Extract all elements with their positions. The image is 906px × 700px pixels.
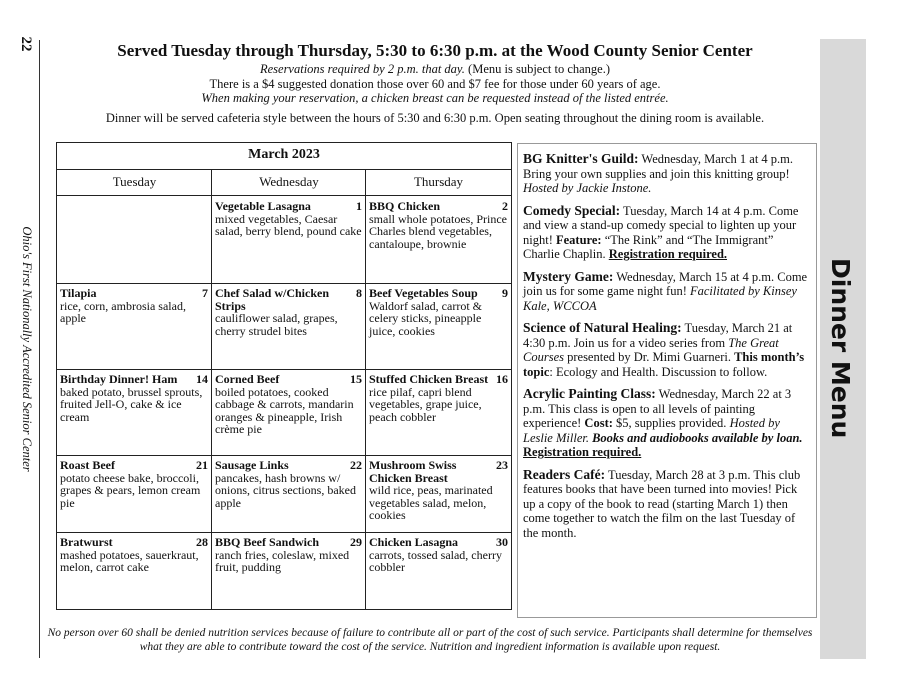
event-series: The Great Courses xyxy=(523,335,779,364)
chicken-option-note: When making your reservation, a chicken breast can be requested instead of the listed entrée. xyxy=(201,91,669,105)
event-title: Readers Café: xyxy=(523,466,606,482)
calendar-cell xyxy=(212,533,365,609)
cell-dish: Tilapia xyxy=(60,286,97,300)
event-text: Wednesday, March 22 at 3 p.m. This class is open to all levels of painting experience! xyxy=(523,387,792,430)
cell-date: 9 xyxy=(502,286,508,300)
event-registration: Registration required. xyxy=(608,247,728,261)
menu-calendar xyxy=(56,142,512,610)
cell-dish: Bratwurst xyxy=(60,535,113,549)
calendar-cell xyxy=(212,456,365,532)
event-books-note: Books and audiobooks available by loan. xyxy=(588,430,803,445)
calendar-cell xyxy=(366,456,511,532)
calendar-cell xyxy=(366,533,511,609)
cell-dish: Birthday Dinner! Ham xyxy=(60,372,178,386)
event-mystery-game xyxy=(523,270,812,314)
cell-dish: Roast Beef xyxy=(60,458,115,472)
calendar-cell xyxy=(57,456,211,532)
side-caption: Ohio's First Nationally Accredited Senior Center xyxy=(20,226,34,472)
day-header-wednesday: Wednesday xyxy=(212,170,366,196)
day-header-tuesday: Tuesday xyxy=(57,170,212,196)
cell-sides: boiled potatoes, cooked cabbage & carrots, mandarin oranges & pineapple, Irish crème pie xyxy=(215,384,354,436)
calendar-cell xyxy=(57,284,211,369)
calendar-cell xyxy=(366,370,511,455)
event-comedy-special xyxy=(523,204,812,262)
nutrition-disclaimer: No person over 60 shall be denied nutrition services because of failure to contribute all or part of the cost of such service. Participants shall determine for themselves what they are able to contribute toward the cost of the service. Nutrition and ingredient information is available upon request. xyxy=(47,627,813,653)
event-title: Science of Natural Healing: xyxy=(523,320,682,335)
page-heading: Served Tuesday through Thursday, 5:30 to 6:30 p.m. at the Wood County Senior Center xyxy=(117,41,753,60)
event-natural-healing xyxy=(523,321,812,379)
cell-dish: Chef Salad w/Chicken Strips xyxy=(215,286,330,313)
cafeteria-note: Dinner will be served cafeteria style between the hours of 5:30 and 6:30 p.m. Open seating throughout the dining room is available. xyxy=(105,111,765,125)
cell-date: 29 xyxy=(350,535,362,549)
event-text: presented by Dr. Mimi Guarneri. xyxy=(563,350,735,364)
event-host: Hosted by Leslie Miller. xyxy=(523,416,780,445)
cell-dish: Stuffed Chicken Breast xyxy=(369,372,489,386)
menu-change-note: (Menu is subject to change.) xyxy=(464,62,611,76)
cell-sides: cauliflower salad, grapes, cherry strudel bites xyxy=(215,311,338,338)
event-text: Tuesday, March 14 at 4 p.m. Come and view a stand-up comedy special to lighten up your night! xyxy=(523,203,799,247)
cell-dish: Corned Beef xyxy=(215,372,280,386)
event-acrylic-painting xyxy=(523,387,812,460)
cell-date: 21 xyxy=(196,458,208,472)
cell-date: 1 xyxy=(356,199,362,213)
event-title: Comedy Special: xyxy=(523,202,621,218)
cell-dish: Chicken Lasagna xyxy=(369,535,459,549)
event-feature-text: “The Rink” and “The Immigrant” Charlie Chaplin. xyxy=(523,232,774,261)
cell-sides: potato cheese bake, broccoli, grapes & pears, lemon cream pie xyxy=(60,470,201,510)
cell-sides: pancakes, hash browns w/ onions, citrus sections, baked apple xyxy=(215,470,356,510)
cell-dish: Mushroom Swiss Chicken Breast xyxy=(369,458,457,485)
event-topic-label: This month’s topic xyxy=(523,350,805,379)
calendar-cell xyxy=(57,533,211,609)
calendar-cell xyxy=(212,197,365,283)
calendar-cell-empty xyxy=(57,197,211,283)
event-feature-label: Feature: xyxy=(555,232,602,247)
donation-note: There is a $4 suggested donation those over 60 and $7 fee for those under 60 years of age. xyxy=(209,77,661,91)
cell-sides: Waldorf salad, carrot & celery sticks, pineapple juice, cookies xyxy=(369,298,482,338)
cell-date: 23 xyxy=(496,458,508,472)
cell-date: 22 xyxy=(350,458,362,472)
event-text: $5, supplies provided. xyxy=(612,416,730,430)
reservation-note xyxy=(52,62,818,77)
calendar-cell xyxy=(366,284,511,369)
calendar-cell xyxy=(57,370,211,455)
cell-sides: rice pilaf, capri blend vegetables, grape juice, peach cobbler xyxy=(369,384,482,424)
cell-dish: BBQ Chicken xyxy=(369,199,441,213)
event-title: BG Knitter's Guild: xyxy=(523,151,639,166)
cell-sides: mixed vegetables, Caesar salad, berry blend, pound cake xyxy=(215,211,362,238)
cell-date: 16 xyxy=(496,372,508,386)
event-knitters-guild xyxy=(523,152,812,196)
cell-dish: BBQ Beef Sandwich xyxy=(215,535,320,549)
event-registration: Registration required. xyxy=(523,445,642,459)
sidebar-title: Dinner Menu xyxy=(826,258,855,439)
cell-sides: wild rice, peas, marinated vegetables salad, melon, cookies xyxy=(369,483,493,522)
cell-date: 15 xyxy=(350,372,362,386)
calendar-cell xyxy=(212,370,365,455)
cell-date: 28 xyxy=(196,535,208,549)
cell-sides: carrots, tossed salad, cherry cobbler xyxy=(369,547,502,574)
cell-dish: Sausage Links xyxy=(215,458,289,472)
event-text: Tuesday, March 21 at 4:30 p.m. Join us for a video series from xyxy=(523,321,793,350)
calendar-cell xyxy=(212,284,365,369)
events-panel xyxy=(517,143,817,618)
event-facilitator: Facilitated by Kinsey Kale, WCCOA xyxy=(523,284,797,313)
event-host: Hosted by Jackie Instone. xyxy=(523,181,652,195)
event-text: : Ecology and Health. Discussion to follow. xyxy=(549,364,768,379)
event-cost-label: Cost: xyxy=(584,416,613,430)
cell-date: 7 xyxy=(202,286,208,300)
left-divider xyxy=(39,40,40,658)
cell-sides: ranch fries, coleslaw, mixed fruit, pudding xyxy=(215,547,350,574)
calendar-title: March 2023 xyxy=(57,143,511,170)
cell-sides: rice, corn, ambrosia salad, apple xyxy=(60,298,186,325)
event-text: Tuesday, March 28 at 3 p.m. This club features books that have been turned into movies! Pick up a copy of the book to read (starting March 1) then come together to watch the film on the last Tuesday of the month. xyxy=(523,467,801,540)
cell-date: 14 xyxy=(196,372,208,386)
event-text: Wednesday, March 15 at 4 p.m. Come join us for some game night fun! xyxy=(523,269,808,298)
event-readers-cafe xyxy=(523,468,812,541)
event-title: Mystery Game: xyxy=(523,268,614,284)
cell-sides: baked potato, brussel sprouts, fruited Jell-O, cake & ice cream xyxy=(60,384,203,424)
event-text: Wednesday, March 1 at 4 p.m. Bring your own supplies and join this knitting group! xyxy=(523,152,794,181)
cell-sides: small whole potatoes, Prince Charles blend vegetables, cantaloupe, brownie xyxy=(369,211,507,251)
cell-date: 8 xyxy=(356,286,362,300)
cell-date: 2 xyxy=(502,199,508,213)
reservation-deadline: Reservations required by 2 p.m. that day. xyxy=(259,62,465,76)
cell-dish: Vegetable Lasagna xyxy=(215,199,311,213)
cell-dish: Beef Vegetables Soup xyxy=(369,286,478,300)
cell-date: 30 xyxy=(496,535,508,549)
day-header-thursday: Thursday xyxy=(366,170,511,196)
calendar-cell xyxy=(366,197,511,283)
cell-sides: mashed potatoes, sauerkraut, melon, carrot cake xyxy=(60,547,199,574)
page-number: 22 xyxy=(18,36,34,52)
event-title: Acrylic Painting Class: xyxy=(523,386,656,401)
